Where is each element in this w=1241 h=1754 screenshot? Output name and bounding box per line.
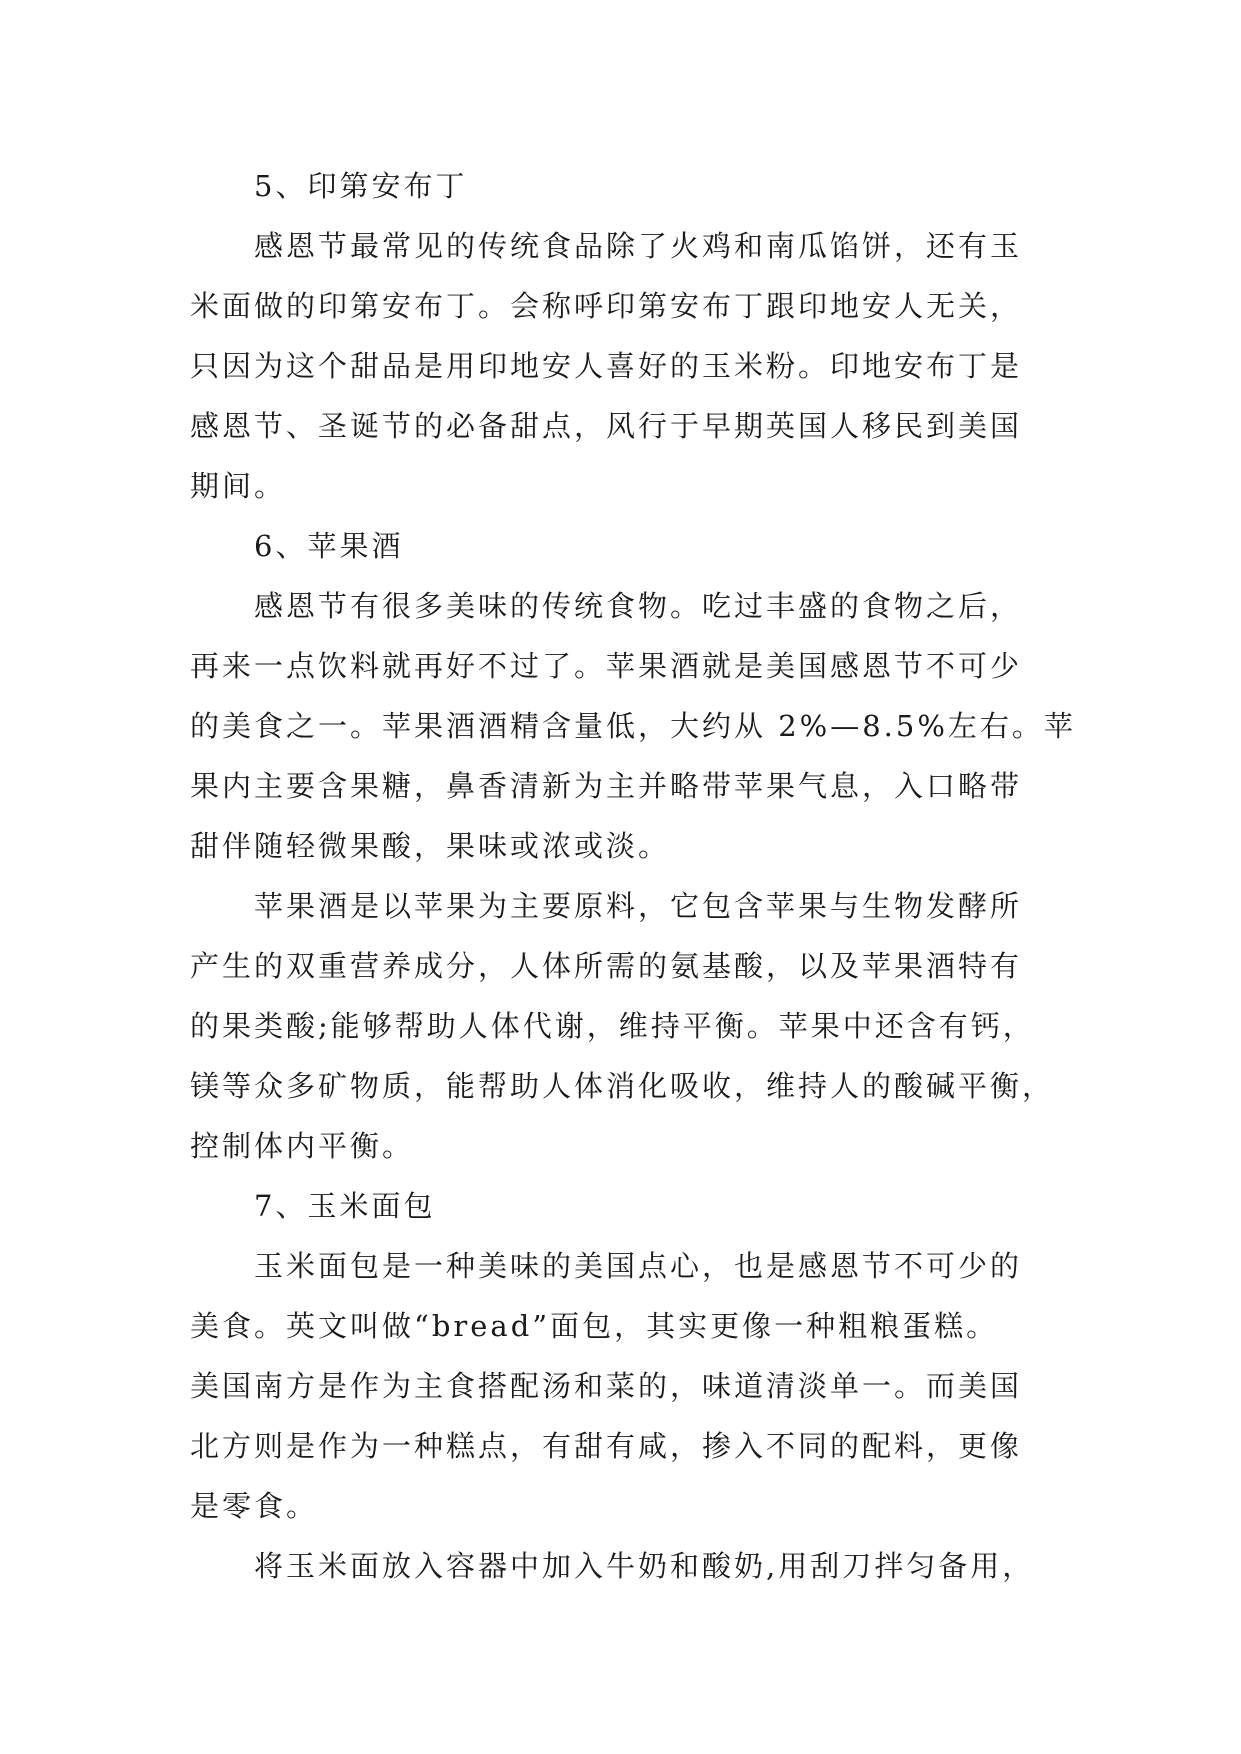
paragraph-line: 期间。 [190,469,287,503]
paragraph-line: 只因为这个甜品是用印地安人喜好的玉米粉。印地安布丁是 [190,349,1023,383]
paragraph-line: 是零食。 [190,1489,319,1523]
paragraph-line: 苹果酒是以苹果为主要原料，它包含苹果与生物发酵所 [254,889,1023,923]
paragraph-line: 再来一点饮料就再好不过了。苹果酒就是美国感恩节不可少 [190,649,1023,683]
paragraph-line: 感恩节、圣诞节的必备甜点，风行于早期英国人移民到美国 [190,409,1023,443]
paragraph-line: 北方则是作为一种糕点，有甜有咸，掺入不同的配料，更像 [190,1429,1023,1463]
paragraph-line: 米面做的印第安布丁。会称呼印第安布丁跟印地安人无关， [190,289,1023,323]
heading-cider: 6、苹果酒 [254,529,404,563]
heading-cornbread: 7、玉米面包 [254,1189,436,1223]
paragraph-line: 果内主要含果糖，鼻香清新为主并略带苹果气息，入口略带 [190,769,1023,803]
paragraph-line: 玉米面包是一种美味的美国点心，也是感恩节不可少的 [254,1249,1023,1283]
paragraph-line: 将玉米面放入容器中加入牛奶和酸奶,用刮刀拌匀备用， [254,1549,1035,1583]
heading-indian-pudding: 5、印第安布丁 [254,169,468,203]
paragraph-line: 产生的双重营养成分，人体所需的氨基酸，以及苹果酒特有 [190,949,1023,983]
paragraph-line: 控制体内平衡。 [190,1129,415,1163]
paragraph-line: 的果类酸;能够帮助人体代谢，维持平衡。苹果中还含有钙， [190,1009,1035,1043]
paragraph-line: 美食。英文叫做“bread”面包，其实更像一种粗粮蛋糕。 [190,1309,999,1343]
paragraph-line: 镁等众多矿物质，能帮助人体消化吸收，维持人的酸碱平衡， [190,1069,1055,1103]
paragraph-line: 的美食之一。苹果酒酒精含量低，大约从 2%—8.5%左右。苹 [190,709,1076,743]
document-body [190,156,1076,1596]
paragraph-line: 甜伴随轻微果酸，果味或浓或淡。 [190,829,671,863]
paragraph-line: 美国南方是作为主食搭配汤和菜的，味道清淡单一。而美国 [190,1369,1023,1403]
paragraph-line: 感恩节最常见的传统食品除了火鸡和南瓜馅饼，还有玉 [254,229,1023,263]
paragraph-line: 感恩节有很多美味的传统食物。吃过丰盛的食物之后， [254,589,1023,623]
